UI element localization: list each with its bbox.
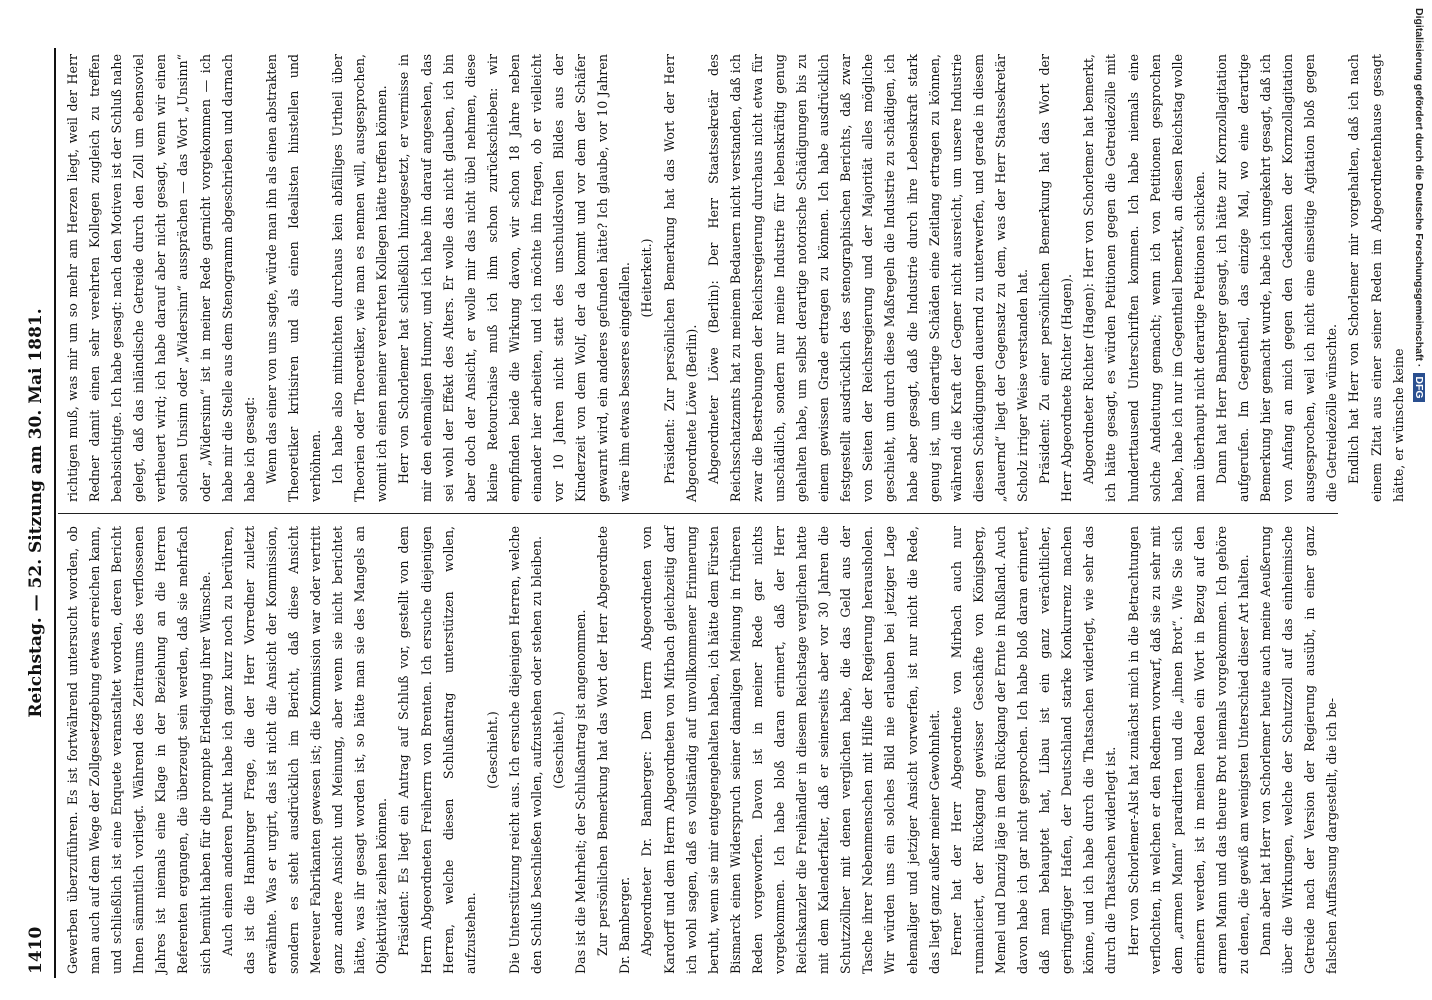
paragraph: (Heiterkeit.) — [639, 238, 655, 318]
paragraph: Dann aber hat Herr von Schorlemer heute auch meine Aeußerung über die Wirkungen, welche der Schutzzoll auf das einheimische Getreide nach der Version der Regierung ausübt, in einer ganz falschen Auffassung dargestellt, die ich be- — [1258, 526, 1340, 974]
paragraph: Abgeordneter Richter (Hagen): Herr von Schorlemer hat bemerkt, ich hätte gesagt, es würden Petitionen gegen die Getreidezölle mit hunderttausend Unterschriften kommen. Ich habe niemals eine solche Andeutung gemacht; wenn ich von Petitionen gesprochen habe, habe ich nur im Gegentheil bemerkt, an diesen Reichstag wolle man überhaupt nicht derartige Petitionen schicken. — [1081, 54, 1207, 502]
page-header — [22, 48, 52, 978]
paragraph: Abgeordneter Löwe (Berlin): Der Herr Staatssekretär des Reichsschatzamts hat zu meinem Bedauern nicht verstanden, daß ich zwar die Bestrebungen der Reichsregierung durchaus nicht etwa für unschädlich, sondern nur meine Industrie für lebenskräftig genug gehalten habe, um selbst derartige notorische Schädigungen bis zu einem gewissen Grade ertragen zu können. Ich habe ausdrücklich festgestellt ausdrücklich des stenographischen Berichts, daß zwar von Seiten der Reichsregierung und der Majorität alles mögliche geschieht, um durch diese Maßregeln die Industrie zu schädigen, ich habe aber gesagt, daß die Industrie durch ihre Lebenskraft stark genug ist, um derartige Schäden eine Zeitlang ertragen zu können, während die Kraft der Gegner nicht ausreicht, um unsere Industrie diesen Schädigungen dauernd zu unterwerfen, und gerade in diesem „dauernd“ liegt der Gegensatz zu dem, was der Herr Staatssekretär Scholz irriger Weise verstanden hat. — [705, 54, 1031, 502]
rotated-page-content — [22, 48, 1406, 978]
paragraph: richtigen muß, was mir um so mehr am Herzen liegt, weil der Herr Redner damit einen sehr verehrten Kollegen zugleich zu treffen beabsichtigte. Ich habe gesagt: nach den Motiven ist der Schluß nahe gelegt, daß das inländische Getreide durch den Zoll um ebensoviel vertheuert wird; ich habe darauf aber nicht gesagt, wenn wir einen solchen Unsinn oder „Widersinn“ aussprächen — das Wort „Unsinn“ oder „Widersinn“ ist in meiner Rede garnicht vorgekommen — ich habe mir die Stelle aus dem Stenogramm abgeschrieben und darnach habe ich gesagt: — [65, 54, 257, 502]
paragraph: Ferner hat der Herr Abgeordnete von Mirbach auch nur rumaniciert, der Rückgang gewisser Geschäfte von Königsberg, Memel und Danzig läge in dem Rückgang der Ernte in Rußland. Auch davon habe ich gar nicht gesprochen. Ich habe bloß daran erinnert, daß man behauptet hat, Libau ist ein ganz verächtlicher, geringfügiger Hafen, der Deutschland starke Konkurrenz machen könne, und ich habe durch die Thatsachen widerlegt, wie sehr das durch die Thatsachen widerlegt ist. — [948, 526, 1119, 974]
paragraph: Dann hat Herr Bamberger gesagt, ich hätte zur Kornzollagitation aufgerufen. Im Gegentheil, das einzige Mal, wo eine derartige Bemerkung hier gemacht wurde, habe ich umgekehrt gesagt, daß ich von Anfang an mich gegen den Gedanken der Kornzollagitation ausgesprochen, weil ich nicht eine einseitige Agitation bloß gegen die Getreidezölle wünschte. — [1213, 54, 1340, 502]
paragraph: Zur persönlichen Bemerkung hat das Wort der Herr Abgeordnete Dr. Bamberger. — [595, 526, 633, 974]
page-title: Reichstag. — 52. Sitzung am 30. Mai 1881. — [26, 308, 46, 718]
paragraph: (Geschieht.) — [484, 711, 500, 789]
left-column — [62, 526, 1338, 974]
dfg-logo: DFG — [1413, 373, 1425, 401]
paragraph: Auch einen anderen Punkt habe ich ganz kurz noch zu berühren, das ist die Hamburger Frage, die der Herr Vorredner zuletzt erwähnte. Was er urgirt, das ist nicht die Ansicht der Kommission, sondern es steht ausdrücklich im Bericht, daß diese Ansicht Meereuer Fabrikanten gewesen ist; die Kommission war oder vertritt ganz andere Ansicht und Meinung, aber wenn sie nicht berichtet hätte, was ihr gesagt worden ist, so hätte man sie des Mangels an Objektivität zeihen können. — [219, 526, 390, 974]
paragraph: Die Unterstützung reicht aus. Ich ersuche diejenigen Herren, welche den Schluß beschließen wollen, aufzustehen oder stehen zu bleiben. — [506, 526, 544, 974]
paragraph: Das ist die Mehrheit; der Schlußantrag ist angenommen. — [573, 609, 589, 974]
column-divider — [58, 513, 1338, 514]
paragraph: Ich habe also mitnichten durchaus kein abfälliges Urtheil über Theorien oder Theoretiker, wie man es nennen will, ausgesprochen, womit ich einen meiner verehrten Kollegen hätte treffen können. — [330, 54, 390, 502]
paragraph: Gewerben überzuführen. Es ist fortwährend untersucht worden, ob man auch auf dem Wege der Zollgesetzgebung etwas erreichen kann, und schließlich ist eine Enquete veranstaltet worden, deren Bericht Ihnen sämmtlich vorliegt. Während des Zeitraums des verflossenen Jahres ist niemals eine Klage in der Beziehung an die Herren Referenten ergangen, die überzeugt sein werden, daß sie mehrfach sich bemüht haben für die prompte Erledigung ihrer Wünsche. — [65, 526, 213, 974]
paragraph: Präsident: Es liegt ein Antrag auf Schluß vor, gestellt von dem Herrn Abgeordneten Freiherrn von Brenten. Ich ersuche diejenigen Herren, welche diesen Schlußantrag unterstützen wollen, aufzustehen. — [396, 526, 478, 974]
header-rule — [54, 48, 56, 978]
paragraph: Herr von Schorlemer hat schließlich hinzugesetzt, er vermisse in mir den ehemaligen Humor, und ich habe ihn darauf angesehen, das sei wohl der Effekt des Alters. Er wolle das nicht glauben, ich bin aber doch der Ansicht, er wolle mir das nicht übel nehmen, diese kleine Retourchaise muß ich ihm schon zurückschieben: wir empfinden beide die Wirkung davon, wir schon 18 Jahre neben einander hier arbeiten, und ich möchte ihn fragen, ob er vielleicht vor 10 Jahren nicht statt des unschuldsvollen Bildes aus der Kinderzeit von dem Wolf, der da kommt und vor dem der Schäfer gewarnt wird, ein anderes gefunden hätte? Ich glaube, vor 10 Jahren wäre ihm etwas besseres eingefallen. — [396, 54, 633, 502]
right-column — [62, 54, 1406, 502]
paragraph: Wenn das einer von uns sagte, würde man ihn als einen abstrakten Theoretiker kritisiren und als einen Idealisten hinstellen und verhöhnen. — [263, 54, 324, 502]
paragraph: Endlich hat Herr von Schorlemer mir vorgehalten, daß ich nach einem Zitat aus einer seiner Reden im Abgeordnetenhause gesagt hätte, er wünsche keine — [1346, 54, 1406, 502]
paragraph: Präsident: Zu einer persönlichen Bemerkung hat das Wort der Herr Abgeordnete Richter (Hagen). — [1037, 54, 1075, 502]
digitization-note — [1405, 8, 1425, 998]
paragraph: Abgeordneter Dr. Bamberger: Dem Herrn Abgeordneten von Kardorff und dem Herrn Abgeordneten von Mirbach gleichzeitig darf ich wohl sagen, daß es vollständig auf unvollkommener Erinnerung beruht, wenn sie mir entgegengehalten haben, ich hätte dem Fürsten Bismarck einen Widerspruch seiner damaligen Meinung in früheren Reden vorgeworfen. Davon ist in meiner Rede gar nichts vorgekommen. Ich habe bloß daran erinnert, daß der Herr Reichskanzler die Freihändler in diesem Reichstage verglichen hatte mit dem Kalenderfalter, daß er seinerseits aber vor 30 Jahren die Schutzzöllner mit denen verglichen habe, die das Geld aus der Tasche ihrer Nebenmenschen mit Hilfe der Regierung herausholen. Wir würden uns ein solches Bild nie erlauben bei jetziger Lage ehemaliger und jetziger Ansicht vorwerfen, ist nur nicht die Rede, das liegt ganz außer meiner Gewohnheit. — [639, 526, 942, 974]
paragraph: Herr von Schorlemer-Alst hat zunächst mich in die Betrachtungen verflochten, in welchen er den Rednern vorwarf, daß sie zu sehr mit dem „armen Mann“ paradirten und die „ihnen Brot“. Wie Sie sich erinnern werden, ist in meinen Reden ein Wort in Bezug auf den armen Mann und das theure Brot niemals vorgekommen. Ich gehöre zu denen, die gewiß am wenigsten Unterschied dieser Art halten. — [1125, 526, 1251, 974]
paragraph: (Geschieht.) — [551, 711, 567, 789]
paragraph: Präsident: Zur persönlichen Bemerkung hat das Wort der Herr Abgeordnete Löwe (Berlin). — [661, 54, 699, 502]
digitization-text: Digitalisierung gefördert durch die Deutsche Forschungsgemeinschaft · — [1413, 8, 1425, 368]
page-number: 1410 — [26, 926, 46, 974]
